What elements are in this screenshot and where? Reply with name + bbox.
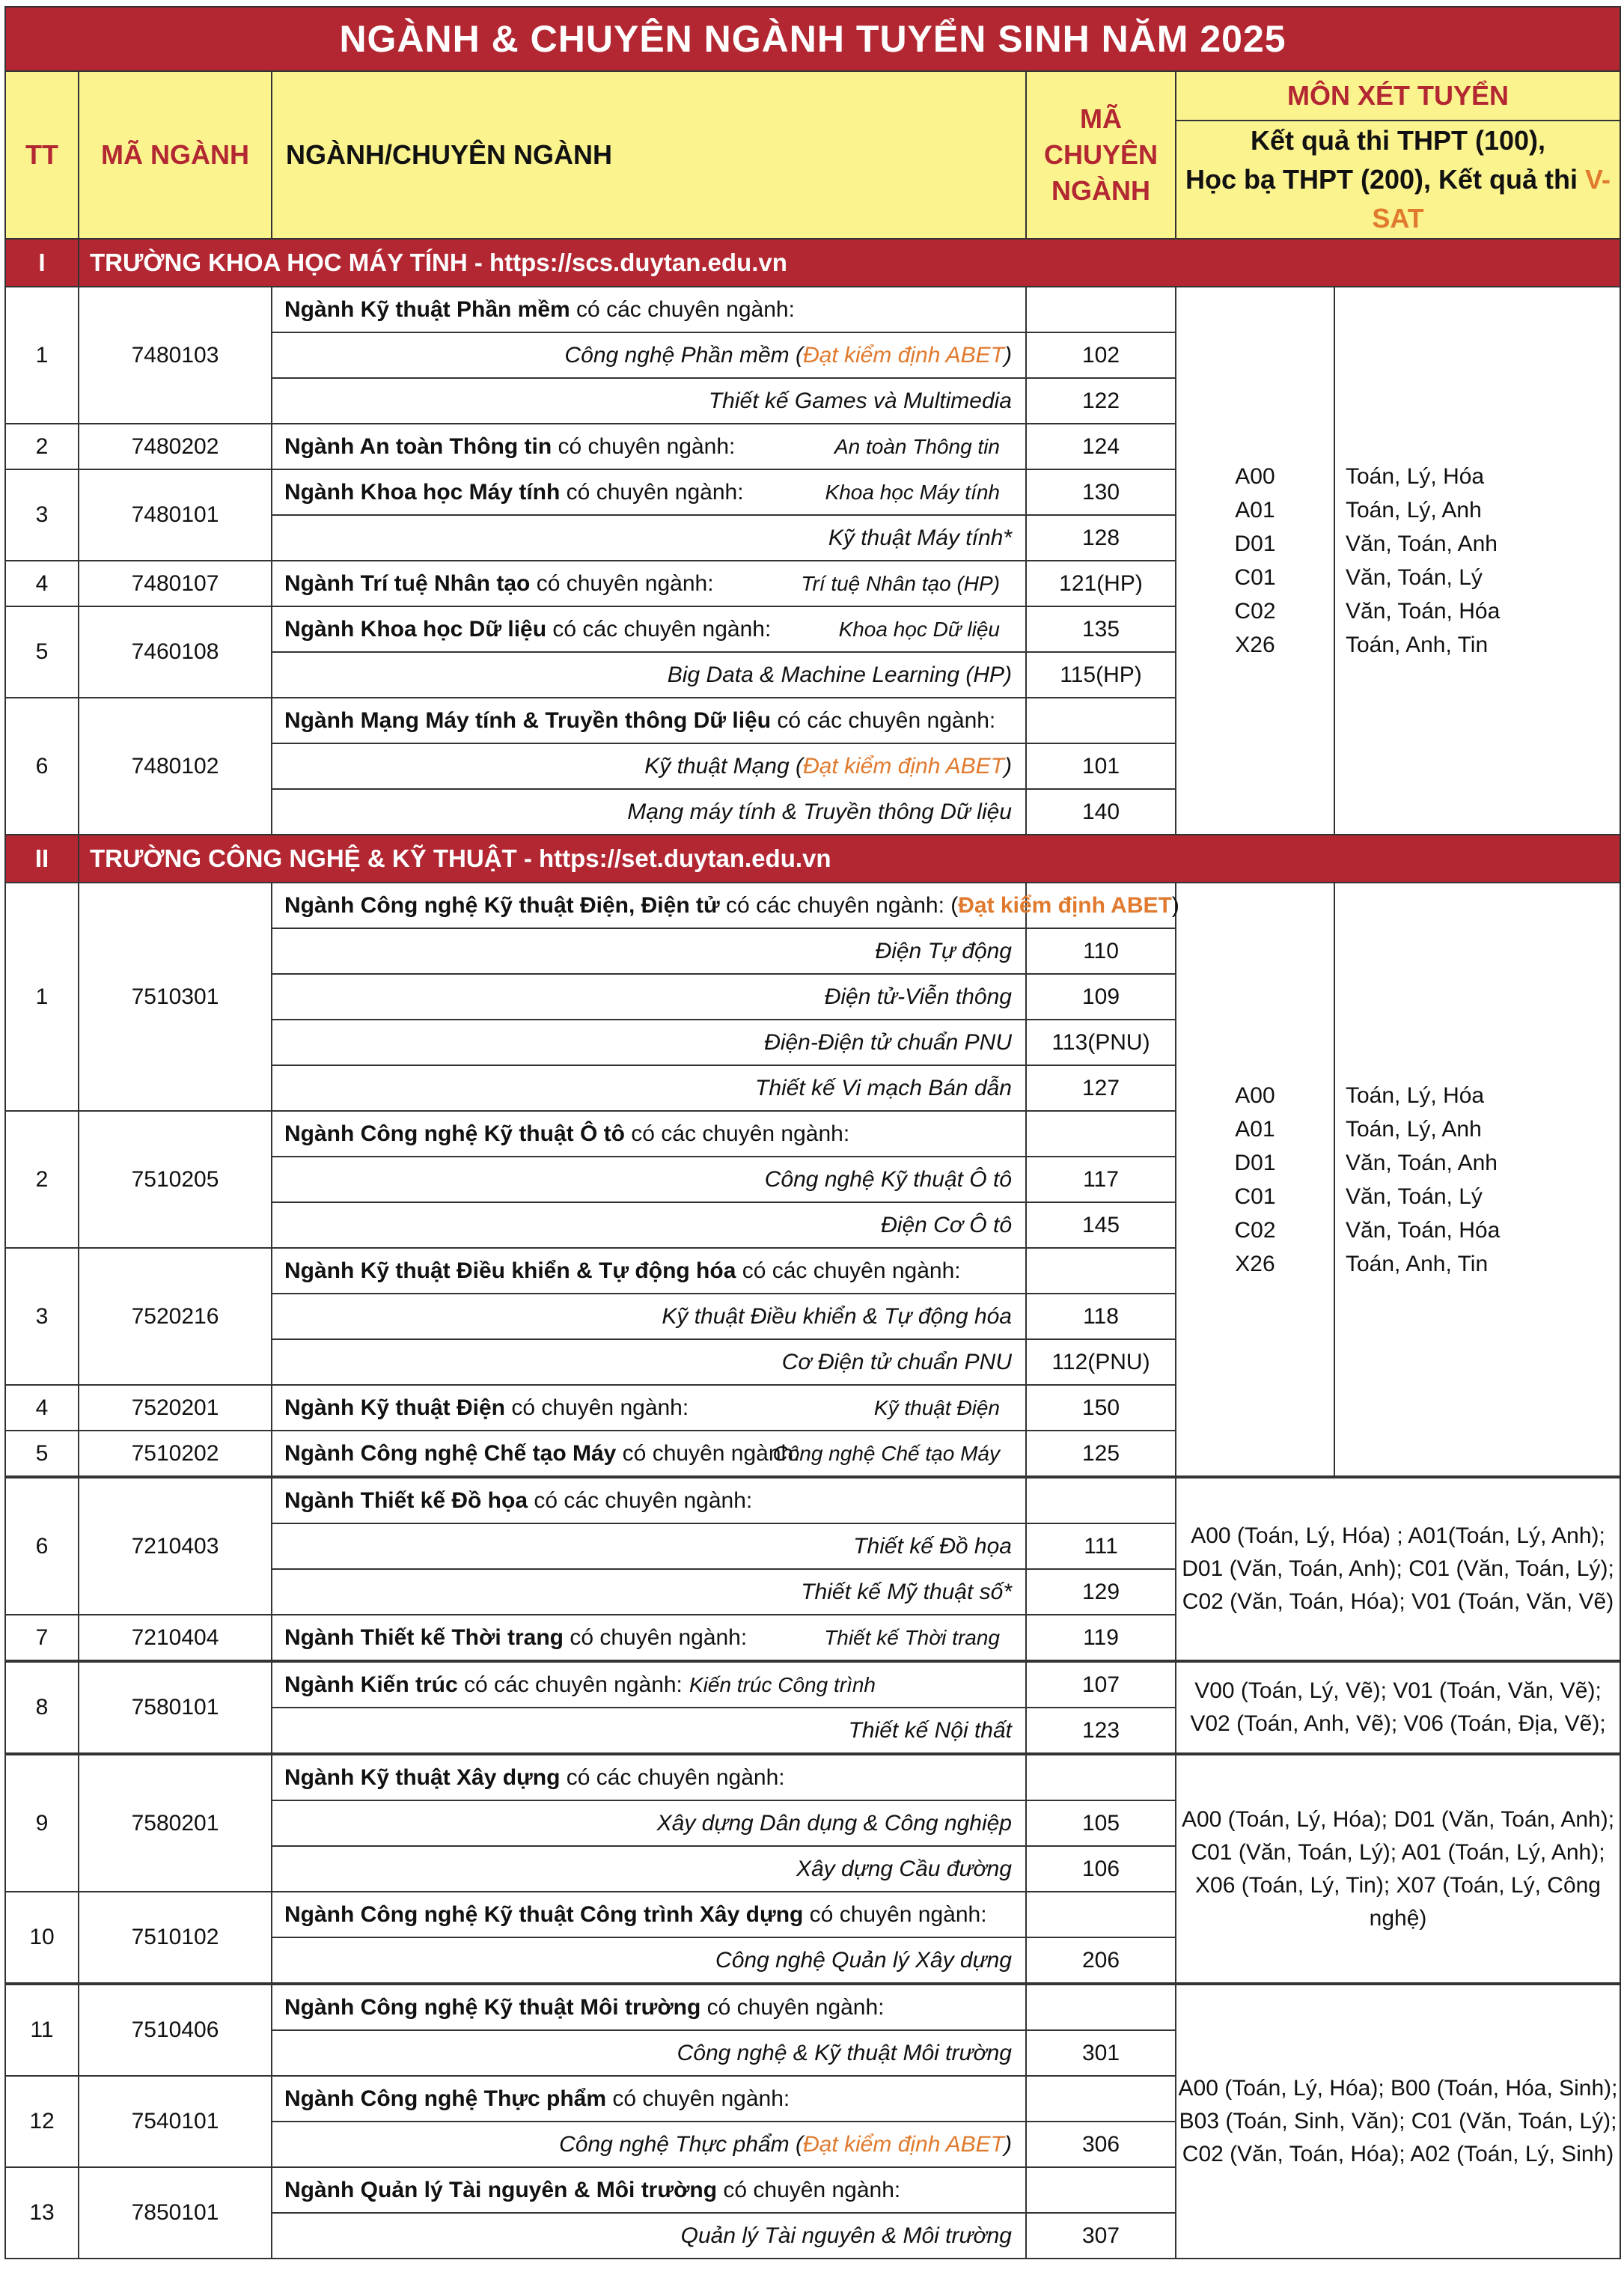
specialization: Công nghệ Kỹ thuật Ô tô	[272, 1157, 1026, 1202]
specialization: Điện Cơ Ô tô	[272, 1202, 1026, 1248]
major-name: Ngành Công nghệ Kỹ thuật Công trình Xây dựng có chuyên ngành:	[272, 1892, 1026, 1937]
specialization: Điện Tự động	[272, 928, 1026, 974]
major-code: 7480107	[79, 561, 272, 606]
row-tt: 8	[5, 1661, 79, 1754]
major-name: Ngành Khoa học Dữ liệu có các chuyên ngành: Khoa học Dữ liệu	[272, 606, 1026, 652]
subject-group-names: Toán, Lý, Hóa Toán, Lý, Anh Văn, Toán, Anh Văn, Toán, Lý Văn, Toán, Hóa Toán, Anh, Tin	[1334, 287, 1620, 835]
major-code: 7480101	[79, 469, 272, 561]
specialization-code: 113(PNU)	[1026, 1020, 1176, 1065]
row-tt: 1	[5, 287, 79, 424]
major-name: Ngành Khoa học Máy tính có chuyên ngành: Khoa học Máy tính	[272, 469, 1026, 515]
row-tt: 5	[5, 606, 79, 698]
specialization-code: 112(PNU)	[1026, 1339, 1176, 1385]
subject-combinations: A00 (Toán, Lý, Hóa) ; A01(Toán, Lý, Anh); D01 (Văn, Toán, Anh); C01 (Văn, Toán, Lý); C02 (Văn, Toán, Hóa); V01 (Toán, Văn, Vẽ)	[1176, 1477, 1620, 1661]
major-code: 7510406	[79, 1984, 272, 2076]
major-name: Ngành Công nghệ Kỹ thuật Ô tô có các chuyên ngành:	[272, 1111, 1026, 1157]
header-sub-line2: Học bạ THPT (200), Kết quả thi	[1185, 164, 1586, 195]
specialization-code: 122	[1026, 378, 1176, 424]
header-vsat: V-SAT	[1372, 164, 1611, 234]
specialization-code: 124	[1026, 424, 1176, 469]
major-code: 7210404	[79, 1615, 272, 1661]
row-tt: 12	[5, 2076, 79, 2167]
row-tt: 4	[5, 561, 79, 606]
row-tt: 10	[5, 1892, 79, 1984]
specialization-code: 128	[1026, 515, 1176, 561]
specialization: Thiết kế Đồ họa	[272, 1523, 1026, 1569]
specialization: Xây dựng Cầu đường	[272, 1846, 1026, 1892]
major-code: 7510202	[79, 1431, 272, 1477]
major-name: Ngành Kỹ thuật Điện có chuyên ngành: Kỹ thuật Điện	[272, 1385, 1026, 1431]
major-name: Ngành Kỹ thuật Xây dựng có các chuyên ngành:	[272, 1754, 1026, 1800]
specialization-code: 129	[1026, 1569, 1176, 1615]
major-name: Ngành Quản lý Tài nguyên & Môi trường có chuyên ngành:	[272, 2167, 1026, 2213]
specialization-code: 125	[1026, 1431, 1176, 1477]
specialization: Xây dựng Dân dụng & Công nghiệp	[272, 1800, 1026, 1846]
specialization-code: 109	[1026, 974, 1176, 1020]
major-name: Ngành An toàn Thông tin có chuyên ngành: An toàn Thông tin	[272, 424, 1026, 469]
specialization: Thiết kế Nội thất	[272, 1708, 1026, 1754]
specialization: Thiết kế Vi mạch Bán dẫn	[272, 1065, 1026, 1111]
header-ma-chuyen-nganh: MÃ CHUYÊN NGÀNH	[1026, 71, 1176, 239]
specialization-code: 140	[1026, 789, 1176, 835]
major-name: Ngành Công nghệ Chế tạo Máy có chuyên ngành: Công nghệ Chế tạo Máy	[272, 1431, 1026, 1477]
section-number: I	[5, 239, 79, 287]
specialization-code: 110	[1026, 928, 1176, 974]
major-code: 7580101	[79, 1661, 272, 1754]
row-tt: 6	[5, 1477, 79, 1615]
major-code: 7540101	[79, 2076, 272, 2167]
specialization: Điện tử-Viễn thông	[272, 974, 1026, 1020]
specialization-code: 107	[1026, 1661, 1176, 1708]
specialization: Công nghệ Phần mềm (Đạt kiểm định ABET)	[272, 332, 1026, 378]
major-name: Ngành Công nghệ Kỹ thuật Môi trường có chuyên ngành:	[272, 1984, 1026, 2030]
specialization-code: 150	[1026, 1385, 1176, 1431]
specialization: Công nghệ Quản lý Xây dựng	[272, 1937, 1026, 1984]
specialization-code: 115(HP)	[1026, 652, 1176, 698]
major-name: Ngành Thiết kế Thời trang có chuyên ngành: Thiết kế Thời trang	[272, 1615, 1026, 1661]
major-name: Ngành Công nghệ Thực phẩm có chuyên ngành:	[272, 2076, 1026, 2122]
specialization: Big Data & Machine Learning (HP)	[272, 652, 1026, 698]
specialization-code: 118	[1026, 1294, 1176, 1339]
major-name: Ngành Trí tuệ Nhân tạo có chuyên ngành: Trí tuệ Nhân tạo (HP)	[272, 561, 1026, 606]
header-subtitle	[1176, 121, 1620, 239]
header-tt: TT	[5, 71, 79, 239]
specialization: Kỹ thuật Mạng (Đạt kiểm định ABET)	[272, 743, 1026, 789]
row-tt: 1	[5, 883, 79, 1111]
specialization: Mạng máy tính & Truyền thông Dữ liệu	[272, 789, 1026, 835]
major-code: 7480202	[79, 424, 272, 469]
header-ma-nganh: MÃ NGÀNH	[79, 71, 272, 239]
subject-combinations: V00 (Toán, Lý, Vẽ); V01 (Toán, Văn, Vẽ); V02 (Toán, Anh, Vẽ); V06 (Toán, Địa, Vẽ);	[1176, 1661, 1620, 1754]
major-name: Ngành Mạng Máy tính & Truyền thông Dữ liệu có các chuyên ngành:	[272, 698, 1026, 743]
specialization: Thiết kế Mỹ thuật số*	[272, 1569, 1026, 1615]
page-title: NGÀNH & CHUYÊN NGÀNH TUYỂN SINH NĂM 2025	[5, 7, 1620, 71]
row-tt: 6	[5, 698, 79, 835]
specialization-code: 307	[1026, 2213, 1176, 2259]
row-tt: 3	[5, 1248, 79, 1385]
major-name: Ngành Kỹ thuật Điều khiển & Tự động hóa có các chuyên ngành:	[272, 1248, 1026, 1294]
specialization: Quản lý Tài nguyên & Môi trường	[272, 2213, 1026, 2259]
section-title: TRƯỜNG KHOA HỌC MÁY TÍNH - https://scs.duytan.edu.vn	[79, 239, 1620, 287]
major-code: 7580201	[79, 1754, 272, 1892]
major-code: 7480103	[79, 287, 272, 424]
specialization-code: 117	[1026, 1157, 1176, 1202]
specialization: Công nghệ & Kỹ thuật Môi trường	[272, 2030, 1026, 2076]
major-name: Ngành Thiết kế Đồ họa có các chuyên ngành:	[272, 1477, 1026, 1523]
specialization-code: 102	[1026, 332, 1176, 378]
row-tt: 13	[5, 2167, 79, 2259]
row-tt: 7	[5, 1615, 79, 1661]
specialization-code: 130	[1026, 469, 1176, 515]
row-tt: 4	[5, 1385, 79, 1431]
subject-group-codes: A00 A01 D01 C01 C02 X26	[1176, 883, 1334, 1477]
row-tt: 11	[5, 1984, 79, 2076]
section-number: II	[5, 835, 79, 883]
section-title: TRƯỜNG CÔNG NGHỆ & KỸ THUẬT - https://set.duytan.edu.vn	[79, 835, 1620, 883]
specialization-code: 111	[1026, 1523, 1176, 1569]
subject-group-codes: A00 A01 D01 C01 C02 X26	[1176, 287, 1334, 835]
specialization-code: 121(HP)	[1026, 561, 1176, 606]
specialization: Điện-Điện tử chuẩn PNU	[272, 1020, 1026, 1065]
row-tt: 2	[5, 424, 79, 469]
major-name: Ngành Công nghệ Kỹ thuật Điện, Điện tử có các chuyên ngành: (Đạt kiểm định ABET)	[272, 883, 1026, 928]
subject-combinations: A00 (Toán, Lý, Hóa); B00 (Toán, Hóa, Sinh); B03 (Toán, Sinh, Văn); C01 (Văn, Toán, Lý); C02 (Văn, Toán, Hóa); A02 (Toán, Lý, Sinh)	[1176, 1984, 1620, 2259]
row-tt: 9	[5, 1754, 79, 1892]
major-name: Ngành Kiến trúc có các chuyên ngành: Kiến trúc Công trình	[272, 1661, 1026, 1708]
specialization: Kỹ thuật Máy tính*	[272, 515, 1026, 561]
specialization: Kỹ thuật Điều khiển & Tự động hóa	[272, 1294, 1026, 1339]
header-sub-line1: Kết quả thi THPT (100),	[1251, 125, 1546, 156]
specialization-code: 119	[1026, 1615, 1176, 1661]
major-code: 7210403	[79, 1477, 272, 1615]
major-code: 7480102	[79, 698, 272, 835]
major-code: 7510205	[79, 1111, 272, 1248]
specialization-code: 206	[1026, 1937, 1176, 1984]
major-name: Ngành Kỹ thuật Phần mềm có các chuyên ngành:	[272, 287, 1026, 332]
admissions-table	[4, 6, 1621, 2259]
specialization-code: 301	[1026, 2030, 1176, 2076]
major-code: 7460108	[79, 606, 272, 698]
subject-group-names: Toán, Lý, Hóa Toán, Lý, Anh Văn, Toán, Anh Văn, Toán, Lý Văn, Toán, Hóa Toán, Anh, Tin	[1334, 883, 1620, 1477]
specialization: Thiết kế Games và Multimedia	[272, 378, 1026, 424]
row-tt: 3	[5, 469, 79, 561]
major-code: 7510301	[79, 883, 272, 1111]
major-code: 7520201	[79, 1385, 272, 1431]
major-code: 7850101	[79, 2167, 272, 2259]
specialization-code: 127	[1026, 1065, 1176, 1111]
specialization-code: 106	[1026, 1846, 1176, 1892]
subject-combinations: A00 (Toán, Lý, Hóa); D01 (Văn, Toán, Anh); C01 (Văn, Toán, Lý); A01 (Toán, Lý, Anh); X06 (Toán, Lý, Tin); X07 (Toán, Lý, Công nghệ)	[1176, 1754, 1620, 1984]
specialization-code: 101	[1026, 743, 1176, 789]
specialization-code: 105	[1026, 1800, 1176, 1846]
major-code: 7510102	[79, 1892, 272, 1984]
specialization: Công nghệ Thực phẩm (Đạt kiểm định ABET)	[272, 2122, 1026, 2167]
specialization-code: 123	[1026, 1708, 1176, 1754]
specialization-code: 135	[1026, 606, 1176, 652]
header-mon-xet-tuyen: MÔN XÉT TUYỂN	[1176, 71, 1620, 121]
row-tt: 2	[5, 1111, 79, 1248]
specialization-code: 145	[1026, 1202, 1176, 1248]
row-tt: 5	[5, 1431, 79, 1477]
major-code: 7520216	[79, 1248, 272, 1385]
header-nganh: NGÀNH/CHUYÊN NGÀNH	[272, 71, 1026, 239]
specialization: Cơ Điện tử chuẩn PNU	[272, 1339, 1026, 1385]
specialization-code: 306	[1026, 2122, 1176, 2167]
